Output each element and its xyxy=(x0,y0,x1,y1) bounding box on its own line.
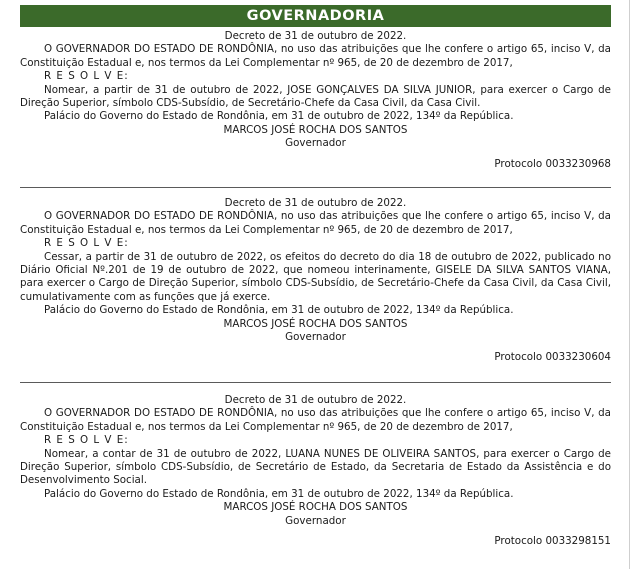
decree-body: Nomear, a contar de 31 de outubro de 2022, LUANA NUNES DE OLIVEIRA SANTOS, para exercer o Cargo de Direção Superior, símbolo CDS-Subsídio, de Secretário de Estado, da Secretaria de Estado da Assistência e do Desenvolvimento Social. xyxy=(20,447,611,487)
divider xyxy=(20,382,611,383)
decree-signer-title: Governador xyxy=(285,514,346,527)
decree-preamble: O GOVERNADOR DO ESTADO DE RONDÔNIA, no uso das atribuições que lhe confere o artigo 65, inciso V, da Constituição Estadual e, nos termos da Lei Complementar nº 965, de 20 de dezembro de 2017, xyxy=(20,407,611,433)
decree-closing: Palácio do Governo do Estado de Rondônia, em 31 de outubro de 2022, 134º da República. xyxy=(44,110,514,123)
decree-body: Cessar, a partir de 31 de outubro de 2022, os efeitos do decreto do dia 18 de outubro de 2022, publicado no Diário Oficial Nº.201 de 19 de outubro de 2022, que nomeou interinamente, GISELE DA SILVA SANTOS VIANA, para exercer o Cargo de Direção Superior, símbolo CDS-Subsídio, de Secretário-Chefe da Casa Civil, da Casa Civil, cumulativamente com as funções que já exerce. xyxy=(20,250,611,303)
decree-body: Nomear, a partir de 31 de outubro de 2022, JOSE GONÇALVES DA SILVA JUNIOR, para exercer o Cargo de Direção Superior, símbolo CDS-Subsídio, de Secretário-Chefe da Casa Civil, da Casa Civil. xyxy=(20,83,611,110)
decree-date: Decreto de 31 de outubro de 2022. xyxy=(224,394,407,406)
decree-signer: MARCOS JOSÉ ROCHA DOS SANTOS xyxy=(223,317,408,330)
decree-block xyxy=(20,394,611,548)
decree-closing: Palácio do Governo do Estado de Rondônia, em 31 de outubro de 2022, 134º da República. xyxy=(44,304,514,317)
decree-block xyxy=(20,30,611,171)
decree-protocol: Protocolo 0033298151 xyxy=(494,535,611,548)
decree-date: Decreto de 31 de outubro de 2022. xyxy=(224,197,407,209)
page-edge xyxy=(629,0,630,569)
decree-preamble: O GOVERNADOR DO ESTADO DE RONDÔNIA, no uso das atribuições que lhe confere o artigo 65, inciso V, da Constituição Estadual e, nos termos da Lei Complementar nº 965, de 20 de dezembro de 2017, xyxy=(20,43,611,69)
decree-signer-title: Governador xyxy=(285,137,346,150)
decree-signer-title: Governador xyxy=(285,331,346,344)
decree-signer: MARCOS JOSÉ ROCHA DOS SANTOS xyxy=(223,123,408,136)
decree-block xyxy=(20,197,611,365)
section-header: GOVERNADORIA xyxy=(20,5,611,27)
decree-protocol: Protocolo 0033230968 xyxy=(494,157,611,170)
decree-closing: Palácio do Governo do Estado de Rondônia, em 31 de outubro de 2022, 134º da República. xyxy=(44,487,514,500)
decree-signer: MARCOS JOSÉ ROCHA DOS SANTOS xyxy=(223,501,408,514)
decree-resolve: R E S O L V E: xyxy=(44,237,129,250)
decree-date: Decreto de 31 de outubro de 2022. xyxy=(224,30,407,42)
decree-preamble: O GOVERNADOR DO ESTADO DE RONDÔNIA, no uso das atribuições que lhe confere o artigo 65, inciso V, da Constituição Estadual e, nos termos da Lei Complementar nº 965, de 20 de dezembro de 2017, xyxy=(20,210,611,236)
decree-protocol: Protocolo 0033230604 xyxy=(494,351,611,364)
decree-resolve: R E S O L V E: xyxy=(44,434,129,447)
divider xyxy=(20,187,611,188)
decree-resolve: R E S O L V E: xyxy=(44,70,129,83)
